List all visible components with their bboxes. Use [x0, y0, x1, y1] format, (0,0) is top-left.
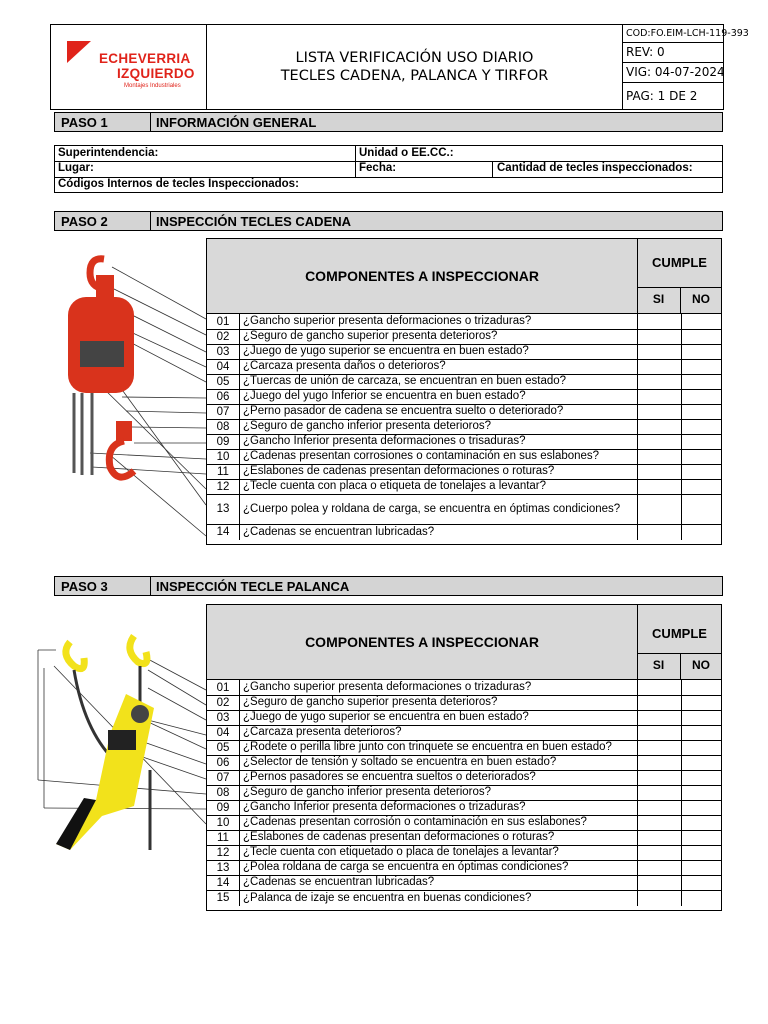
table-row — [207, 770, 721, 786]
title-line2: TECLES CADENA, PALANCA Y TIRFOR — [280, 68, 549, 84]
item-number: 14 — [207, 875, 240, 890]
codigos-label: Códigos Internos de tecles Inspeccionados: — [58, 178, 299, 190]
item-question: ¿Carcaza presenta deterioros? — [243, 726, 402, 738]
item-number: 12 — [207, 845, 240, 860]
no-checkbox-cell[interactable] — [681, 419, 721, 434]
table-row — [207, 464, 721, 480]
document-header — [50, 24, 749, 110]
si-checkbox-cell[interactable] — [637, 434, 682, 449]
si-checkbox-cell[interactable] — [637, 359, 682, 374]
section-paso3-bar — [54, 576, 723, 596]
si-checkbox-cell[interactable] — [637, 875, 682, 890]
table-row — [207, 524, 721, 540]
si-checkbox-cell[interactable] — [637, 710, 682, 725]
no-checkbox-cell[interactable] — [681, 464, 721, 479]
si-checkbox-cell[interactable] — [637, 740, 682, 755]
no-checkbox-cell[interactable] — [681, 359, 721, 374]
table-row — [207, 479, 721, 495]
no-checkbox-cell[interactable] — [681, 374, 721, 389]
item-question: ¿Gancho superior presenta deformaciones o trizaduras? — [243, 315, 532, 327]
item-question: ¿Eslabones de cadenas presentan deformaciones o roturas? — [243, 465, 555, 477]
table-row — [207, 785, 721, 801]
item-question: ¿Palanca de izaje se encuentra en buenas condiciones? — [243, 891, 532, 904]
item-number: 10 — [207, 815, 240, 830]
si-checkbox-cell[interactable] — [637, 725, 682, 740]
si-checkbox-cell[interactable] — [637, 800, 682, 815]
item-number: 03 — [207, 344, 240, 359]
item-question: ¿Seguro de gancho superior presenta deterioros? — [243, 330, 498, 342]
no-checkbox-cell[interactable] — [681, 329, 721, 344]
no-checkbox-cell[interactable] — [681, 479, 721, 494]
item-question: ¿Perno pasador de cadena se encuentra suelto o deteriorado? — [243, 405, 564, 417]
item-number: 10 — [207, 449, 240, 464]
item-number: 03 — [207, 710, 240, 725]
table-row — [207, 740, 721, 756]
general-info-table — [54, 145, 723, 193]
item-number: 15 — [207, 890, 240, 906]
table-row — [207, 800, 721, 816]
document-codes — [622, 25, 749, 109]
table-row — [207, 755, 721, 771]
si-checkbox-cell[interactable] — [637, 344, 682, 359]
item-number: 07 — [207, 770, 240, 785]
si-checkbox-cell[interactable] — [637, 695, 682, 710]
table-row — [207, 404, 721, 420]
item-question: ¿Carcaza presenta daños o deterioros? — [243, 360, 446, 372]
section-title: INSPECCIÓN TECLES CADENA — [156, 214, 352, 229]
doc-revision: REV: 0 — [623, 43, 724, 63]
no-checkbox-cell[interactable] — [681, 404, 721, 419]
lugar-label: Lugar: — [58, 162, 94, 174]
item-question: ¿Tuercas de unión de carcaza, se encuentran en buen estado? — [243, 375, 567, 387]
si-checkbox-cell[interactable] — [637, 845, 682, 860]
item-number: 05 — [207, 740, 240, 755]
no-checkbox-cell[interactable] — [681, 725, 721, 740]
no-checkbox-cell[interactable] — [681, 875, 721, 890]
no-checkbox-cell[interactable] — [681, 800, 721, 815]
section-number: PASO 3 — [61, 579, 108, 594]
cumple-header: CUMPLE — [652, 255, 707, 270]
no-checkbox-cell[interactable] — [681, 434, 721, 449]
item-question: ¿Cadenas se encuentran lubricadas? — [243, 525, 435, 538]
table-row — [207, 680, 721, 696]
section-paso1-bar — [54, 112, 723, 132]
item-question: ¿Seguro de gancho inferior presenta deterioros? — [243, 420, 492, 432]
no-checkbox-cell[interactable] — [681, 680, 721, 695]
paso3-table-header — [206, 604, 722, 680]
no-checkbox-cell[interactable] — [681, 344, 721, 359]
components-header: COMPONENTES A INSPECCIONAR — [207, 239, 638, 313]
table-row — [207, 494, 721, 525]
table-row — [207, 329, 721, 345]
item-number: 11 — [207, 464, 240, 479]
item-question: ¿Gancho Inferior presenta deformaciones o trizaduras? — [243, 801, 526, 813]
section-paso2-bar — [54, 211, 723, 231]
si-checkbox-cell[interactable] — [637, 464, 682, 479]
cantidad-label: Cantidad de tecles inspeccionados: — [497, 162, 693, 174]
doc-code: COD:FO.EIM-LCH-119-393 — [623, 25, 724, 43]
item-question: ¿Eslabones de cadenas presentan deformaciones o roturas? — [243, 831, 555, 843]
si-checkbox-cell[interactable] — [637, 314, 682, 329]
no-checkbox-cell[interactable] — [681, 449, 721, 464]
item-question: ¿Cadenas se encuentran lubricadas? — [243, 876, 435, 888]
item-number: 09 — [207, 800, 240, 815]
no-checkbox-cell[interactable] — [681, 770, 721, 785]
no-checkbox-cell[interactable] — [681, 389, 721, 404]
table-row — [207, 725, 721, 741]
paso2-table-header — [206, 238, 722, 314]
table-row — [207, 830, 721, 846]
si-header: SI — [637, 653, 681, 680]
si-checkbox-cell[interactable] — [637, 770, 682, 785]
item-question: ¿Polea roldana de carga se encuentra en óptimas condiciones? — [243, 861, 569, 873]
item-number: 13 — [207, 494, 240, 524]
item-question: ¿Cadenas presentan corrosión o contaminación en sus eslabones? — [243, 816, 587, 828]
unidad-label: Unidad o EE.CC.: — [359, 147, 454, 159]
logo-tagline: Montajes Industriales — [124, 83, 181, 89]
si-checkbox-cell[interactable] — [637, 815, 682, 830]
item-number: 02 — [207, 695, 240, 710]
table-row — [207, 389, 721, 405]
paso2-checklist — [206, 314, 722, 545]
no-checkbox-cell[interactable] — [681, 695, 721, 710]
table-row — [207, 374, 721, 390]
si-checkbox-cell[interactable] — [637, 419, 682, 434]
no-checkbox-cell[interactable] — [681, 845, 721, 860]
table-row — [207, 890, 721, 906]
item-number: 06 — [207, 755, 240, 770]
table-row — [207, 695, 721, 711]
item-number: 07 — [207, 404, 240, 419]
item-question: ¿Seguro de gancho superior presenta deterioros? — [243, 696, 498, 708]
no-checkbox-cell[interactable] — [681, 860, 721, 875]
item-number: 08 — [207, 785, 240, 800]
item-number: 13 — [207, 860, 240, 875]
item-number: 02 — [207, 329, 240, 344]
no-checkbox-cell[interactable] — [681, 755, 721, 770]
si-checkbox-cell[interactable] — [637, 494, 682, 524]
table-row — [207, 710, 721, 726]
item-question: ¿Tecle cuenta con placa o etiqueta de tonelajes a levantar? — [243, 480, 547, 492]
si-checkbox-cell[interactable] — [637, 890, 682, 906]
si-checkbox-cell[interactable] — [637, 830, 682, 845]
si-checkbox-cell[interactable] — [637, 785, 682, 800]
no-checkbox-cell[interactable] — [681, 710, 721, 725]
section-title: INSPECCIÓN TECLE PALANCA — [156, 579, 350, 594]
si-checkbox-cell[interactable] — [637, 479, 682, 494]
item-number: 08 — [207, 419, 240, 434]
si-checkbox-cell[interactable] — [637, 680, 682, 695]
table-row — [207, 344, 721, 360]
item-number: 05 — [207, 374, 240, 389]
logo-text-line2: IZQUIERDO — [117, 66, 195, 81]
chain-hoist-illustration — [30, 245, 240, 555]
lever-hoist-illustration — [30, 630, 240, 870]
item-question: ¿Tecle cuenta con etiquetado o placa de tonelajes a levantar? — [243, 846, 559, 858]
table-row — [207, 314, 721, 330]
si-checkbox-cell[interactable] — [637, 389, 682, 404]
section-number: PASO 1 — [61, 115, 108, 130]
brand-logo-icon — [67, 41, 97, 65]
item-question: ¿Cuerpo polea y roldana de carga, se encuentra en óptimas condiciones? — [243, 502, 621, 515]
item-number: 04 — [207, 725, 240, 740]
no-checkbox-cell[interactable] — [681, 890, 721, 906]
components-header: COMPONENTES A INSPECCIONAR — [207, 605, 638, 679]
item-question: ¿Gancho superior presenta deformaciones o trizaduras? — [243, 681, 532, 693]
cumple-header: CUMPLE — [652, 626, 707, 641]
no-checkbox-cell[interactable] — [681, 740, 721, 755]
fecha-label: Fecha: — [359, 162, 397, 174]
no-checkbox-cell[interactable] — [681, 815, 721, 830]
no-checkbox-cell[interactable] — [681, 494, 721, 524]
table-row — [207, 860, 721, 876]
table-row — [207, 875, 721, 891]
si-checkbox-cell[interactable] — [637, 524, 682, 540]
no-checkbox-cell[interactable] — [681, 314, 721, 329]
item-question: ¿Pernos pasadores se encuentra sueltos o deteriorados? — [243, 771, 536, 783]
no-checkbox-cell[interactable] — [681, 785, 721, 800]
item-number: 14 — [207, 524, 240, 540]
item-number: 01 — [207, 680, 240, 695]
si-checkbox-cell[interactable] — [637, 329, 682, 344]
item-number: 11 — [207, 830, 240, 845]
item-question: ¿Juego del yugo Inferior se encuentra en buen estado? — [243, 390, 526, 402]
item-number: 04 — [207, 359, 240, 374]
document-title — [207, 25, 622, 109]
table-row — [207, 419, 721, 435]
si-checkbox-cell[interactable] — [637, 755, 682, 770]
superintendencia-label: Superintendencia: — [58, 147, 159, 159]
item-number: 09 — [207, 434, 240, 449]
si-checkbox-cell[interactable] — [637, 404, 682, 419]
logo-text-line1: ECHEVERRIA — [99, 51, 191, 66]
item-question: ¿Juego de yugo superior se encuentra en buen estado? — [243, 711, 529, 723]
table-row — [207, 845, 721, 861]
no-header: NO — [681, 287, 721, 314]
si-checkbox-cell[interactable] — [637, 374, 682, 389]
no-checkbox-cell[interactable] — [681, 830, 721, 845]
table-row — [207, 449, 721, 465]
si-checkbox-cell[interactable] — [637, 860, 682, 875]
doc-page: PAG: 1 DE 2 — [626, 89, 698, 103]
item-question: ¿Rodete o perilla libre junto con trinquete se encuentra en buen estado? — [243, 741, 612, 753]
doc-validity: VIG: 04-07-2024 — [623, 63, 724, 83]
item-question: ¿Gancho Inferior presenta deformaciones o trisaduras? — [243, 435, 526, 447]
item-question: ¿Seguro de gancho inferior presenta deterioros? — [243, 786, 492, 798]
company-logo — [51, 25, 207, 109]
table-row — [207, 359, 721, 375]
section-number: PASO 2 — [61, 214, 108, 229]
no-checkbox-cell[interactable] — [681, 524, 721, 540]
item-number: 12 — [207, 479, 240, 494]
paso3-checklist — [206, 680, 722, 911]
item-question: ¿Selector de tensión y soltado se encuentra en buen estado? — [243, 756, 557, 768]
section-title: INFORMACIÓN GENERAL — [156, 115, 317, 130]
si-checkbox-cell[interactable] — [637, 449, 682, 464]
item-number: 06 — [207, 389, 240, 404]
item-number: 01 — [207, 314, 240, 329]
table-row — [207, 434, 721, 450]
item-question: ¿Juego de yugo superior se encuentra en buen estado? — [243, 345, 529, 357]
table-row — [207, 815, 721, 831]
item-question: ¿Cadenas presentan corrosiones o contaminación en sus eslabones? — [243, 450, 600, 462]
title-line1: LISTA VERIFICACIÓN USO DIARIO — [295, 50, 534, 66]
no-header: NO — [681, 653, 721, 680]
si-header: SI — [637, 287, 681, 314]
